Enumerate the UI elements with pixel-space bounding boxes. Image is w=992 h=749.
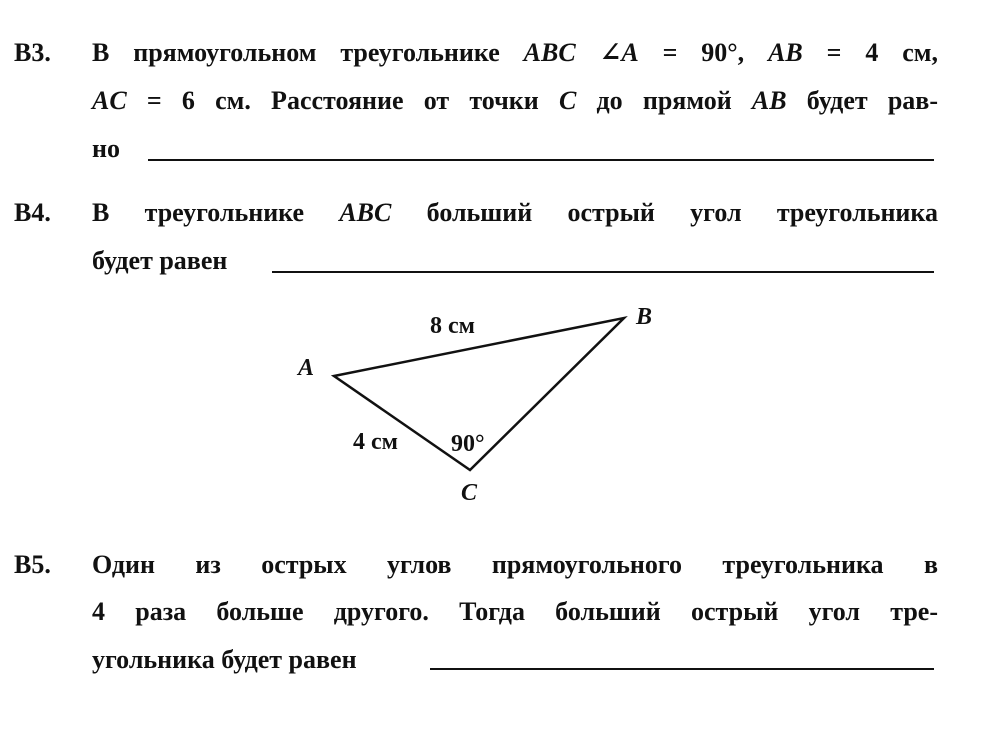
answer-line-b5[interactable] bbox=[430, 668, 934, 670]
triangle-abc bbox=[334, 318, 624, 470]
problem-b3-line-1: В прямоугольном треугольнике ABC ∠A = 90°, AB = 4 см, bbox=[92, 38, 938, 67]
answer-line-b3[interactable] bbox=[148, 159, 934, 161]
problem-b3-line-2: AC = 6 см. Расстояние от точки C до прямой AB будет рав- bbox=[92, 86, 938, 115]
problem-b5-line-2: 4 раза больше другого. Тогда больший острый угол тре- bbox=[92, 597, 938, 626]
side-label-ac: 4 см bbox=[353, 429, 398, 455]
problem-b3-line-3: но bbox=[92, 134, 120, 163]
problem-b4-line-1: В треугольнике ABC больший острый угол треугольника bbox=[92, 198, 938, 227]
problem-number-b4: В4. bbox=[14, 198, 51, 227]
vertex-label-b: B bbox=[636, 304, 653, 330]
problem-number-b5: В5. bbox=[14, 550, 51, 579]
problem-number-b3: В3. bbox=[14, 38, 51, 67]
problem-b5-line-1: Один из острых углов прямоугольного треугольника в bbox=[92, 550, 938, 579]
angle-label-c: 90° bbox=[451, 431, 485, 457]
vertex-label-a: A bbox=[298, 355, 315, 381]
problem-b5-line-3: угольника будет равен bbox=[92, 645, 357, 674]
vertex-label-c: C bbox=[461, 480, 478, 506]
side-label-ab: 8 см bbox=[430, 313, 475, 339]
problem-b4-line-2: будет равен bbox=[92, 246, 228, 275]
answer-line-b4[interactable] bbox=[272, 271, 934, 273]
